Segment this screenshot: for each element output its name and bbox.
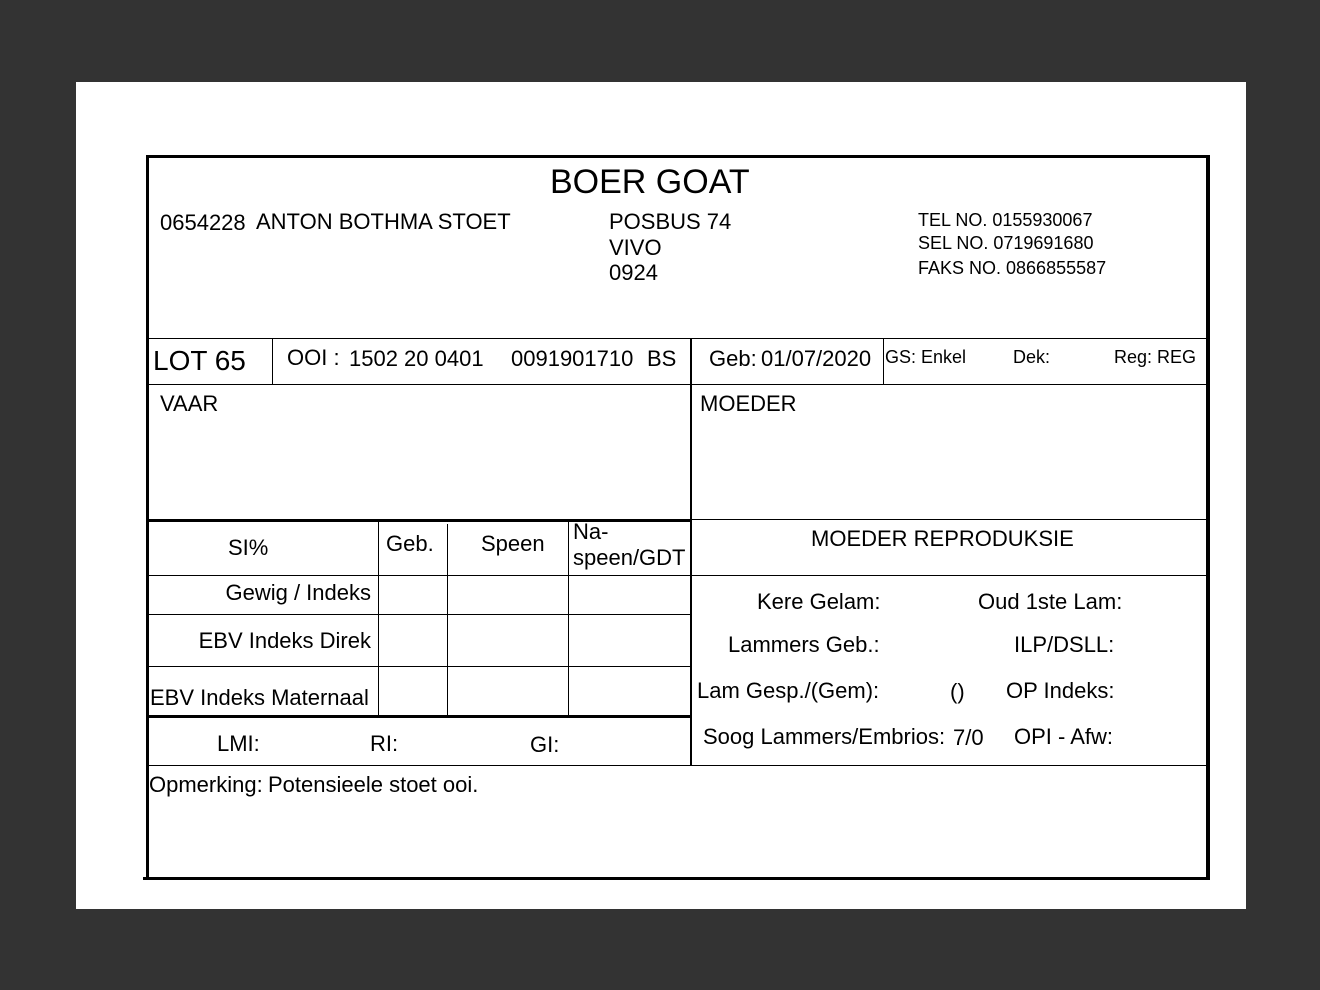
ooi-label: OOI :: [287, 345, 340, 370]
divider-row-1: [146, 614, 691, 615]
divider-parents-bottom-left: [146, 519, 691, 522]
vaar-label: VAAR: [160, 391, 219, 416]
soog-value: 7/0: [953, 725, 984, 750]
divider-remark-top: [146, 765, 1207, 766]
ilp-dsll-label: ILP/DSLL:: [1014, 632, 1115, 657]
gi-label: GI:: [530, 732, 560, 757]
contact-sel: SEL NO. 0719691680: [918, 233, 1094, 253]
frame-bottom-border: [143, 877, 1210, 880]
row-ebv-direk-label: EBV Indeks Direk: [198, 628, 371, 653]
lam-gesp-value: (): [950, 679, 965, 704]
frame-right-border: [1206, 155, 1210, 880]
address-line-2: VIVO: [609, 235, 662, 260]
gs-field: GS: Enkel: [885, 347, 967, 367]
divider-table-header-right: [691, 575, 1207, 576]
contact-tel: TEL NO. 0155930067: [918, 210, 1093, 230]
breed-code: BS: [647, 346, 677, 371]
si-percent-label: SI%: [228, 535, 269, 560]
divider-lot-label: [272, 338, 273, 384]
geb-date: 01/07/2020: [761, 346, 872, 371]
divider-lot-top: [146, 338, 1207, 339]
address-line-1: POSBUS 74: [609, 209, 732, 234]
document-title: BOER GOAT: [550, 163, 750, 201]
opi-afw-label: OPI - Afw:: [1014, 724, 1114, 749]
divider-lot-bottom: [146, 384, 1207, 385]
remark-label: Opmerking:: [149, 772, 263, 797]
owner-name: ANTON BOTHMA STOET: [256, 209, 511, 234]
col-naspeen-header-line-2: speen/GDT: [573, 545, 686, 570]
divider-row-2: [146, 666, 691, 667]
reg-field: Reg: REG: [1114, 347, 1197, 367]
lot-label: LOT 65: [153, 345, 246, 376]
divider-table-col-1: [378, 519, 379, 716]
lmi-label: LMI:: [217, 731, 260, 756]
lam-gesp-label: Lam Gesp./(Gem):: [697, 678, 880, 703]
divider-table-header-left: [146, 575, 691, 576]
ooi-number: 1502 20 0401: [349, 346, 484, 371]
lammers-geb-label: Lammers Geb.:: [728, 632, 880, 657]
remark-text: Potensieele stoet ooi.: [268, 772, 479, 797]
frame-top-border: [146, 155, 1210, 158]
contact-faks: FAKS NO. 0866855587: [918, 258, 1107, 278]
divider-center: [690, 338, 692, 766]
col-naspeen-header-line-1: Na-: [573, 519, 609, 544]
divider-parents-bottom-right: [691, 519, 1207, 520]
divider-table-bottom: [146, 715, 691, 718]
dek-field: Dek:: [1013, 347, 1051, 367]
address-line-3: 0924: [609, 260, 658, 285]
reproduction-title: MOEDER REPRODUKSIE: [811, 526, 1074, 551]
oud-1ste-lam-label: Oud 1ste Lam:: [978, 589, 1123, 614]
op-indeks-label: OP Indeks:: [1006, 678, 1115, 703]
divider-geb: [883, 338, 884, 384]
frame-left-border: [146, 155, 149, 879]
geb-label: Geb:: [709, 346, 757, 371]
col-speen-header: Speen: [481, 531, 545, 556]
owner-code: 0654228: [160, 210, 246, 235]
row-gewig-indeks-label: Gewig / Indeks: [225, 580, 371, 605]
soog-label: Soog Lammers/Embrios:: [703, 724, 946, 749]
col-geb-header: Geb.: [386, 531, 434, 556]
divider-table-col-2: [447, 524, 448, 716]
ri-label: RI:: [370, 731, 399, 756]
moeder-label: MOEDER: [700, 391, 797, 416]
kere-gelam-label: Kere Gelam:: [757, 589, 881, 614]
divider-table-col-3: [568, 519, 569, 716]
row-ebv-maternaal-label: EBV Indeks Maternaal: [150, 685, 369, 710]
id-number: 0091901710: [511, 346, 634, 371]
